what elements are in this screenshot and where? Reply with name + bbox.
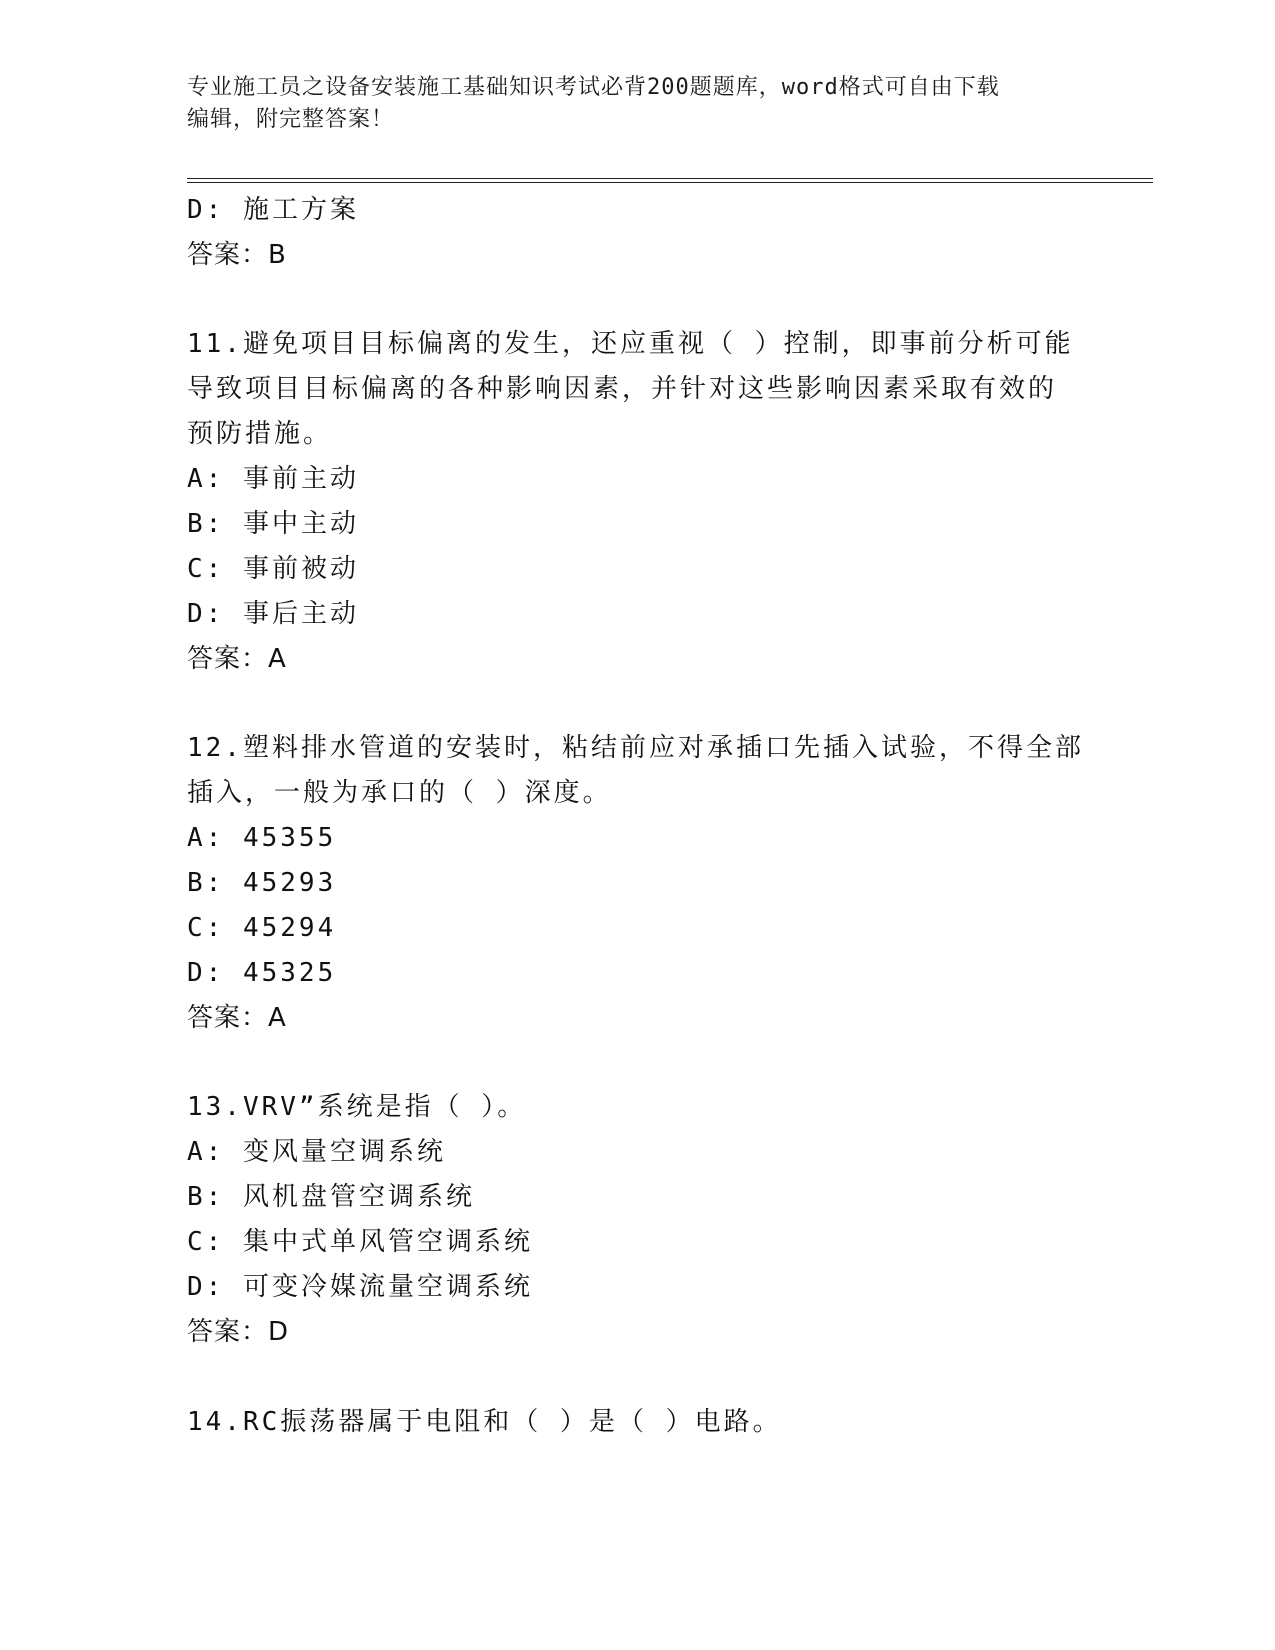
q11-answer: 答案：A xyxy=(187,644,287,674)
prev-answer: 答案：B xyxy=(187,240,287,270)
q12-option-c: C: 45294 xyxy=(187,913,337,943)
q11-option-d: D: 事后主动 xyxy=(187,599,359,629)
q13-option-d: D: 可变冷媒流量空调系统 xyxy=(187,1272,533,1302)
q13-option-c: C: 集中式单风管空调系统 xyxy=(187,1227,533,1257)
header-divider-bottom xyxy=(187,182,1153,183)
q13-answer: 答案：D xyxy=(187,1317,290,1347)
q13-option-b: B: 风机盘管空调系统 xyxy=(187,1182,475,1212)
q13-stem-line1: 13.VRV”系统是指（ ）。 xyxy=(187,1092,527,1122)
q12-option-a: A: 45355 xyxy=(187,823,337,853)
header-title-line2: 编辑，附完整答案！ xyxy=(187,107,395,132)
q11-option-b: B: 事中主动 xyxy=(187,509,359,539)
q11-stem-line1: 11.避免项目目标偏离的发生，还应重视（ ）控制，即事前分析可能 xyxy=(187,329,1074,359)
q11-option-a: A: 事前主动 xyxy=(187,464,359,494)
q11-stem-line3: 预防措施。 xyxy=(187,419,333,449)
q13-option-a: A: 变风量空调系统 xyxy=(187,1137,446,1167)
q14-stem-line1: 14.RC振荡器属于电阻和（ ）是（ ）电路。 xyxy=(187,1407,782,1437)
q11-stem-line2: 导致项目目标偏离的各种影响因素，并针对这些影响因素采取有效的 xyxy=(187,374,1058,404)
header-title-line1: 专业施工员之设备安装施工基础知识考试必背200题题库，word格式可自由下载 xyxy=(187,75,1000,100)
q12-stem-line2: 插入，一般为承口的（ ）深度。 xyxy=(187,778,612,808)
prev-option-d: D: 施工方案 xyxy=(187,195,359,225)
q11-option-c: C: 事前被动 xyxy=(187,554,359,584)
q12-stem-line1: 12.塑料排水管道的安装时，粘结前应对承插口先插入试验，不得全部 xyxy=(187,733,1084,763)
q12-option-b: B: 45293 xyxy=(187,868,337,898)
q12-answer: 答案：A xyxy=(187,1003,287,1033)
q12-option-d: D: 45325 xyxy=(187,958,337,988)
document-header xyxy=(187,72,1087,136)
header-divider-top xyxy=(187,178,1153,179)
